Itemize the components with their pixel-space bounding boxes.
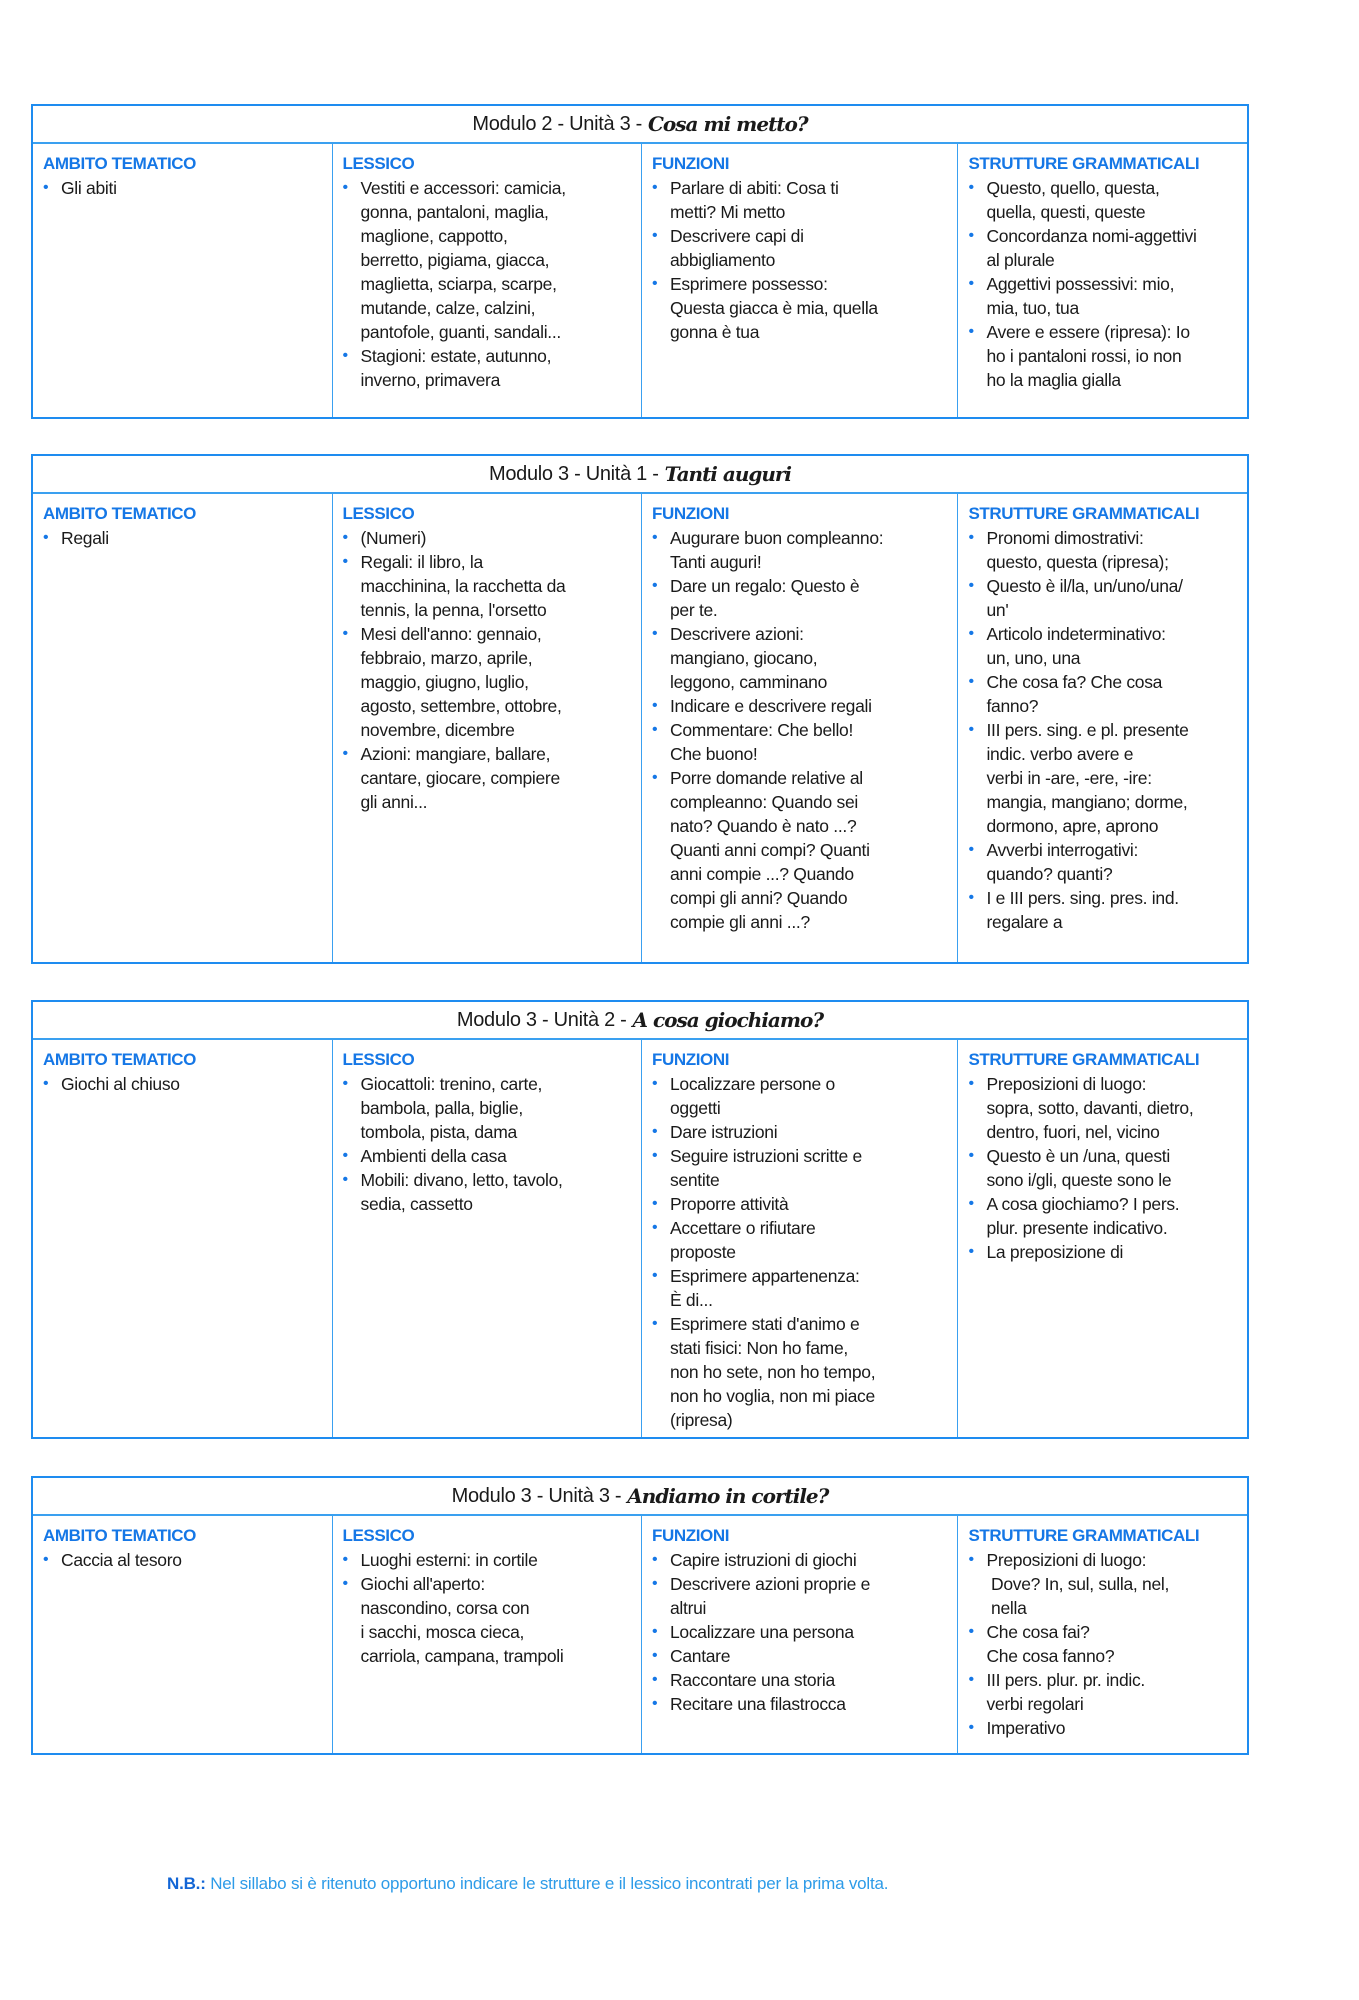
bullet-icon: • bbox=[342, 625, 348, 642]
list-item bbox=[43, 176, 332, 200]
list-item bbox=[652, 1072, 957, 1120]
list-item bbox=[652, 176, 957, 224]
column-header: AMBITO TEMATICO bbox=[43, 1526, 196, 1545]
list-item-text: (Numeri) bbox=[360, 528, 427, 548]
bullet-icon: • bbox=[968, 323, 974, 340]
bullet-icon: • bbox=[342, 1551, 348, 1568]
list-item-text: Aggettivi possessivi: mio, mia, tuo, tua bbox=[986, 274, 1175, 318]
list-item bbox=[343, 1548, 641, 1572]
bullet-icon: • bbox=[651, 721, 658, 738]
bullet-icon: • bbox=[651, 1671, 658, 1688]
list-item bbox=[343, 176, 641, 344]
bullet-icon: • bbox=[651, 1195, 658, 1212]
module-title-prefix: Modulo 3 - Unità 2 - bbox=[456, 1008, 627, 1031]
list-item bbox=[968, 670, 1247, 718]
list-item-text: Porre domande relative al compleanno: Quando sei nato? Quando è nato ...? Quanti anni compi? Quanti anni compie ...? Quando compi gli anni? Quando compie gli anni ...? bbox=[669, 768, 870, 932]
footnote bbox=[167, 1874, 888, 1894]
list-item-text: Accettare o rifiutare proposte bbox=[669, 1218, 816, 1262]
list-item-text: Raccontare una storia bbox=[669, 1670, 835, 1690]
column-funzioni bbox=[641, 144, 957, 417]
module-columns bbox=[33, 1516, 1247, 1753]
module-columns bbox=[33, 1040, 1247, 1437]
list-item-text: Esprimere appartenenza: È di... bbox=[669, 1266, 860, 1310]
list-item-text: Preposizioni di luogo: Dove? In, sul, sulla, nel, nella bbox=[986, 1550, 1170, 1618]
column-header: FUNZIONI bbox=[651, 504, 730, 523]
list-item-text: Caccia al tesoro bbox=[61, 1550, 182, 1570]
list-item-text: Azioni: mangiare, ballare, cantare, giocare, compiere gli anni... bbox=[360, 744, 560, 812]
list-item-text: Che cosa fa? Che cosa fanno? bbox=[986, 672, 1163, 716]
list-item bbox=[968, 526, 1247, 574]
column-strutture-grammaticali bbox=[957, 1516, 1247, 1753]
list-item-text: Parlare di abiti: Cosa ti metti? Mi metto bbox=[669, 178, 839, 222]
bullet-icon: • bbox=[651, 577, 658, 594]
bullet-icon: • bbox=[43, 1551, 49, 1568]
bullet-icon: • bbox=[968, 529, 974, 546]
list-item-text: Preposizioni di luogo: sopra, sotto, davanti, dietro, dentro, fuori, nel, vicino bbox=[986, 1074, 1194, 1142]
module-title-italic: A cosa giochiamo? bbox=[632, 1008, 824, 1032]
bullet-icon: • bbox=[968, 1195, 974, 1212]
list-item bbox=[652, 1644, 957, 1668]
list-item bbox=[652, 694, 957, 718]
module-table bbox=[31, 1476, 1249, 1755]
module-table bbox=[31, 1000, 1249, 1439]
column-header: FUNZIONI bbox=[651, 154, 730, 173]
bullet-icon: • bbox=[342, 1575, 348, 1592]
module-title bbox=[33, 106, 1247, 144]
bullet-icon: • bbox=[342, 1075, 348, 1092]
list-item-text: Dare un regalo: Questo è per te. bbox=[669, 576, 860, 620]
bullet-icon: • bbox=[651, 625, 658, 642]
list-item-text: Localizzare persone o oggetti bbox=[669, 1074, 835, 1118]
column-ambito-tematico bbox=[33, 1040, 332, 1437]
bullet-icon: • bbox=[968, 673, 974, 690]
list-item bbox=[968, 1548, 1247, 1620]
bullet-icon: • bbox=[651, 227, 658, 244]
bullet-icon: • bbox=[968, 841, 974, 858]
list-item-text: Avverbi interrogativi: quando? quanti? bbox=[986, 840, 1139, 884]
list-item-text: III pers. sing. e pl. presente indic. verbo avere e verbi in -are, -ere, -ire: mangia, mangiano; dorme, dormono, apre, aprono bbox=[986, 720, 1189, 836]
list-item bbox=[652, 718, 957, 766]
list-item bbox=[652, 766, 957, 934]
list-item bbox=[343, 742, 641, 814]
footnote-text: Nel sillabo si è ritenuto opportuno indicare le strutture e il lessico incontrati per la prima volta. bbox=[205, 1874, 889, 1893]
list-item-text: Che cosa fai? Che cosa fanno? bbox=[986, 1622, 1115, 1666]
list-item bbox=[343, 1572, 641, 1668]
module-columns bbox=[33, 494, 1247, 962]
list-item bbox=[968, 574, 1247, 622]
list-item bbox=[652, 1620, 957, 1644]
list-item bbox=[43, 526, 332, 550]
list-item bbox=[652, 1216, 957, 1264]
column-header: STRUTTURE GRAMMATICALI bbox=[968, 1526, 1200, 1545]
list-item bbox=[968, 718, 1247, 838]
list-item bbox=[43, 1072, 332, 1096]
list-item bbox=[343, 1072, 641, 1144]
bullet-icon: • bbox=[968, 179, 974, 196]
list-item bbox=[968, 1620, 1247, 1668]
column-strutture-grammaticali bbox=[957, 494, 1247, 962]
bullet-icon: • bbox=[968, 1623, 974, 1640]
list-item bbox=[343, 526, 641, 550]
bullet-icon: • bbox=[651, 1315, 658, 1332]
list-item-text: Recitare una filastrocca bbox=[669, 1694, 846, 1714]
bullet-icon: • bbox=[43, 179, 49, 196]
bullet-icon: • bbox=[342, 529, 348, 546]
list-item-text: Indicare e descrivere regali bbox=[669, 696, 872, 716]
list-item-text: Dare istruzioni bbox=[669, 1122, 778, 1142]
list-item-text: Questo, quello, questa, quella, questi, queste bbox=[986, 178, 1160, 222]
bullet-icon: • bbox=[651, 697, 658, 714]
list-item bbox=[652, 1264, 957, 1312]
column-funzioni bbox=[641, 1040, 957, 1437]
module-title-prefix: Modulo 3 - Unità 3 - bbox=[451, 1484, 622, 1507]
bullet-icon: • bbox=[651, 1219, 658, 1236]
module-columns bbox=[33, 144, 1247, 417]
bullet-icon: • bbox=[651, 1123, 658, 1140]
list-item bbox=[652, 1548, 957, 1572]
list-item-text: Mesi dell'anno: gennaio, febbraio, marzo, aprile, maggio, giugno, luglio, agosto, settembre, ottobre, novembre, dicembre bbox=[360, 624, 562, 740]
list-item-text: Cantare bbox=[669, 1646, 731, 1666]
list-item-text: A cosa giochiamo? I pers. plur. presente indicativo. bbox=[986, 1194, 1180, 1238]
bullet-icon: • bbox=[651, 529, 658, 546]
list-item-text: III pers. plur. pr. indic. verbi regolari bbox=[986, 1670, 1145, 1714]
column-header: AMBITO TEMATICO bbox=[43, 504, 196, 523]
list-item bbox=[968, 1072, 1247, 1144]
footnote-label: N.B.: bbox=[167, 1874, 206, 1893]
module-title bbox=[33, 456, 1247, 494]
bullet-icon: • bbox=[651, 179, 658, 196]
module-title-prefix: Modulo 3 - Unità 1 - bbox=[488, 462, 659, 485]
bullet-icon: • bbox=[651, 1623, 658, 1640]
list-item bbox=[968, 622, 1247, 670]
bullet-icon: • bbox=[968, 1147, 974, 1164]
column-lessico bbox=[332, 1516, 641, 1753]
list-item bbox=[968, 886, 1247, 934]
module-title-prefix: Modulo 2 - Unità 3 - bbox=[472, 112, 643, 135]
column-ambito-tematico bbox=[33, 1516, 332, 1753]
module-table bbox=[31, 104, 1249, 419]
bullet-icon: • bbox=[968, 721, 974, 738]
list-item bbox=[968, 1240, 1247, 1264]
bullet-icon: • bbox=[43, 1075, 49, 1092]
list-item-text: Ambienti della casa bbox=[360, 1146, 507, 1166]
bullet-icon: • bbox=[968, 577, 974, 594]
bullet-icon: • bbox=[968, 275, 974, 292]
list-item bbox=[968, 1144, 1247, 1192]
column-lessico bbox=[332, 1040, 641, 1437]
list-item-text: Vestiti e accessori: camicia, gonna, pantaloni, maglia, maglione, cappotto, berretto, pigiama, giacca, maglietta, sciarpa, scarpe, mutande, calze, calzini, pantofole, guanti, sandali... bbox=[360, 178, 566, 342]
module-title-italic: Tanti auguri bbox=[664, 462, 792, 486]
list-item bbox=[652, 1668, 957, 1692]
list-item bbox=[652, 574, 957, 622]
column-header: STRUTTURE GRAMMATICALI bbox=[968, 504, 1200, 523]
bullet-icon: • bbox=[651, 1075, 658, 1092]
list-item-text: Articolo indeterminativo: un, uno, una bbox=[986, 624, 1166, 668]
module-table bbox=[31, 454, 1249, 964]
column-header: FUNZIONI bbox=[651, 1526, 730, 1545]
bullet-icon: • bbox=[651, 1147, 658, 1164]
list-item-text: Mobili: divano, letto, tavolo, sedia, cassetto bbox=[360, 1170, 563, 1214]
list-item-text: Imperativo bbox=[986, 1718, 1066, 1738]
list-item bbox=[652, 272, 957, 344]
bullet-icon: • bbox=[342, 553, 348, 570]
list-item-text: Seguire istruzioni scritte e sentite bbox=[669, 1146, 862, 1190]
list-item bbox=[652, 1692, 957, 1716]
bullet-icon: • bbox=[968, 1551, 974, 1568]
bullet-icon: • bbox=[968, 889, 974, 906]
bullet-icon: • bbox=[342, 347, 348, 364]
bullet-icon: • bbox=[651, 1647, 658, 1664]
list-item bbox=[343, 550, 641, 622]
column-header: LESSICO bbox=[342, 1050, 415, 1069]
list-item bbox=[968, 1668, 1247, 1716]
bullet-icon: • bbox=[651, 769, 658, 786]
list-item bbox=[968, 272, 1247, 320]
list-item-text: Luoghi esterni: in cortile bbox=[360, 1550, 538, 1570]
list-item-text: Regali bbox=[61, 528, 109, 548]
bullet-icon: • bbox=[968, 1671, 974, 1688]
list-item-text: Questo è un /una, questi sono i/gli, queste sono le bbox=[986, 1146, 1172, 1190]
list-item bbox=[343, 1168, 641, 1216]
list-item bbox=[968, 1192, 1247, 1240]
list-item bbox=[968, 320, 1247, 392]
bullet-icon: • bbox=[968, 1243, 974, 1260]
column-header: AMBITO TEMATICO bbox=[43, 154, 196, 173]
column-header: AMBITO TEMATICO bbox=[43, 1050, 196, 1069]
column-strutture-grammaticali bbox=[957, 144, 1247, 417]
bullet-icon: • bbox=[342, 1147, 348, 1164]
list-item-text: Commentare: Che bello! Che buono! bbox=[669, 720, 854, 764]
column-funzioni bbox=[641, 494, 957, 962]
list-item bbox=[968, 224, 1247, 272]
list-item bbox=[652, 622, 957, 694]
list-item-text: Giocattoli: trenino, carte, bambola, palla, biglie, tombola, pista, dama bbox=[360, 1074, 543, 1142]
module-title bbox=[33, 1478, 1247, 1516]
list-item bbox=[652, 1120, 957, 1144]
bullet-icon: • bbox=[968, 1075, 974, 1092]
list-item-text: Esprimere stati d'animo e stati fisici: Non ho fame, non ho sete, non ho tempo, non ho voglia, non mi piace (ripresa) bbox=[669, 1314, 876, 1430]
list-item-text: Concordanza nomi-aggettivi al plurale bbox=[986, 226, 1197, 270]
list-item-text: Localizzare una persona bbox=[669, 1622, 854, 1642]
column-lessico bbox=[332, 144, 641, 417]
bullet-icon: • bbox=[968, 625, 974, 642]
bullet-icon: • bbox=[342, 179, 348, 196]
list-item-text: Descrivere capi di abbigliamento bbox=[669, 226, 804, 270]
list-item bbox=[968, 176, 1247, 224]
column-strutture-grammaticali bbox=[957, 1040, 1247, 1437]
list-item bbox=[343, 344, 641, 392]
list-item-text: Descrivere azioni proprie e altrui bbox=[669, 1574, 871, 1618]
bullet-icon: • bbox=[342, 1171, 348, 1188]
list-item-text: Esprimere possesso: Questa giacca è mia, quella gonna è tua bbox=[669, 274, 878, 342]
column-ambito-tematico bbox=[33, 144, 332, 417]
column-funzioni bbox=[641, 1516, 957, 1753]
column-header: STRUTTURE GRAMMATICALI bbox=[968, 1050, 1200, 1069]
list-item-text: La preposizione di bbox=[986, 1242, 1124, 1262]
bullet-icon: • bbox=[651, 275, 658, 292]
list-item-text: Descrivere azioni: mangiano, giocano, leggono, camminano bbox=[669, 624, 828, 692]
list-item bbox=[652, 1144, 957, 1192]
column-header: LESSICO bbox=[342, 154, 415, 173]
list-item-text: Capire istruzioni di giochi bbox=[669, 1550, 857, 1570]
column-header: LESSICO bbox=[342, 1526, 415, 1545]
list-item-text: Proporre attività bbox=[669, 1194, 789, 1214]
list-item-text: Avere e essere (ripresa): Io ho i pantaloni rossi, io non ho la maglia gialla bbox=[986, 322, 1190, 390]
list-item-text: Giochi all'aperto: nascondino, corsa con i sacchi, mosca cieca, carriola, campana, trampoli bbox=[360, 1574, 564, 1666]
column-header: STRUTTURE GRAMMATICALI bbox=[968, 154, 1200, 173]
bullet-icon: • bbox=[968, 227, 974, 244]
list-item bbox=[652, 224, 957, 272]
bullet-icon: • bbox=[43, 529, 49, 546]
list-item bbox=[968, 1716, 1247, 1740]
list-item bbox=[968, 838, 1247, 886]
list-item bbox=[43, 1548, 332, 1572]
bullet-icon: • bbox=[651, 1575, 658, 1592]
module-title bbox=[33, 1002, 1247, 1040]
list-item-text: Regali: il libro, la macchinina, la racchetta da tennis, la penna, l'orsetto bbox=[360, 552, 566, 620]
list-item bbox=[652, 1192, 957, 1216]
list-item bbox=[343, 1144, 641, 1168]
list-item-text: Augurare buon compleanno: Tanti auguri! bbox=[669, 528, 884, 572]
list-item bbox=[652, 526, 957, 574]
column-header: LESSICO bbox=[342, 504, 415, 523]
column-lessico bbox=[332, 494, 641, 962]
list-item bbox=[652, 1572, 957, 1620]
bullet-icon: • bbox=[968, 1719, 974, 1736]
list-item bbox=[652, 1312, 957, 1432]
bullet-icon: • bbox=[342, 745, 348, 762]
bullet-icon: • bbox=[651, 1551, 658, 1568]
bullet-icon: • bbox=[651, 1695, 658, 1712]
list-item-text: Giochi al chiuso bbox=[61, 1074, 180, 1094]
list-item-text: Stagioni: estate, autunno, inverno, primavera bbox=[360, 346, 552, 390]
column-header: FUNZIONI bbox=[651, 1050, 730, 1069]
bullet-icon: • bbox=[651, 1267, 658, 1284]
list-item-text: Questo è il/la, un/uno/una/ un' bbox=[986, 576, 1183, 620]
module-title-italic: Cosa mi metto? bbox=[648, 112, 808, 136]
module-title-italic: Andiamo in cortile? bbox=[627, 1484, 829, 1508]
list-item bbox=[343, 622, 641, 742]
list-item-text: Pronomi dimostrativi: questo, questa (ripresa); bbox=[986, 528, 1169, 572]
column-ambito-tematico bbox=[33, 494, 332, 962]
list-item-text: Gli abiti bbox=[61, 178, 117, 198]
list-item-text: I e III pers. sing. pres. ind. regalare a bbox=[986, 888, 1179, 932]
